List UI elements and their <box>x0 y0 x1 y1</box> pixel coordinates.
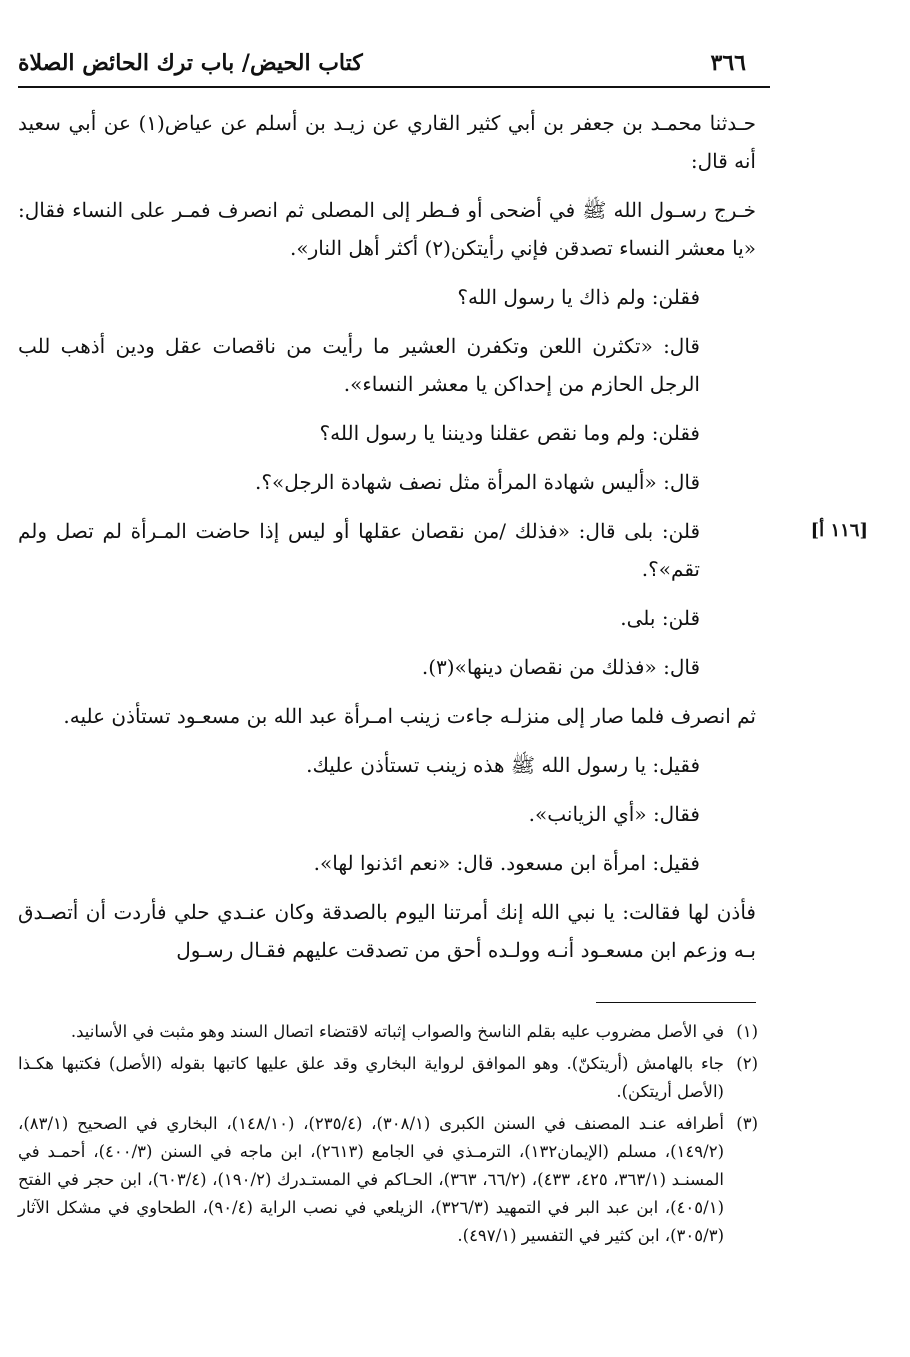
footnote-2 <box>18 1050 758 1106</box>
footnote-separator <box>596 1002 756 1003</box>
footnote-text: أطرافه عنـد المصنف في السنن الكبرى (٣٠٨/١)، (٢٣٥/٤)، (١٤٨/١٠)، البخاري في الصحيح (٨٣/١)، (١٤٩/٢)، مسلم (الإيمان١٣٢)، الترمـذي في الجامع (٢٦١٣)، ابن ماجه في السنن (٤٠٠/٣)، أحمـد في المسنـد (٣٦٣/١، ٤٢٥، ٤٣٣)، (٦٦/٢، ٣٦٣)، الحـاكم في المستـدرك (١٩٠/٢)، (٦٠٣/٤)، ابن حجر في الفتح (٤٠٥/١)، ابن عبد البر في التمهيد (٣٢٦/٣)، الزيلعي في نصب الراية (٩٠/٤)، الطحاوي في مشكل الآثار (٣٠٥/٣)، ابن كثير في التفسير (٤٩٧/١). <box>18 1114 725 1245</box>
footnote-number: (٢) <box>736 1054 758 1073</box>
main-text <box>18 104 756 980</box>
footnote-number: (١) <box>736 1022 758 1041</box>
paragraph: قال: «أليس شهادة المرأة مثل نصف شهادة الرجل»؟. <box>255 470 700 494</box>
paragraph: فأذن لها فقالت: يا نبي الله إنك أمرتنا اليوم بالصدقة وكان عنـدي حلي فأردت أن أتصـدق بـه وزعم ابن مسعـود أنـه وولـده أحق من تصدقت عليهم فقـال رسـول <box>18 900 756 962</box>
paragraph-isnad: حـدثنا محمـد بن جعفر بن أبي كثير القاري عن زيـد بن أسلم عن عياض(١) عن أبي سعيد أنه قال: <box>18 111 756 173</box>
header-rule <box>18 86 770 88</box>
paragraph: فقال: «أي الزيانب». <box>528 802 700 826</box>
running-head <box>18 44 756 84</box>
margin-folio-note: [١١٦ أ] <box>810 520 868 541</box>
paragraph: قال: «فذلك من نقصان دينها»(٣). <box>421 655 700 679</box>
paragraph: قلن: بلى قال: «فذلك /من نقصان عقلها أو ليس إذا حاضت المـرأة لم تصل ولم تقم»؟. <box>18 519 700 581</box>
running-title: كتاب الحيض/ باب ترك الحائض الصلاة <box>18 50 363 76</box>
paragraph: فقيل: يا رسول الله ﷺ هذه زينب تستأذن عليك. <box>306 753 700 777</box>
footnote-1 <box>18 1018 758 1046</box>
paragraph: ثم انصرف فلما صار إلى منزلـه جاءت زينب امـرأة عبد الله بن مسعـود تستأذن عليه. <box>63 704 756 728</box>
footnote-3 <box>18 1110 758 1250</box>
paragraph: فقلن: ولم وما نقص عقلنا وديننا يا رسول الله؟ <box>319 421 700 445</box>
footnotes <box>18 1018 758 1254</box>
paragraph: قلن: بلى. <box>620 606 700 630</box>
page-number: ٣٦٦ <box>710 50 746 76</box>
footnote-number: (٣) <box>736 1114 758 1133</box>
paragraph: قال: «تكثرن اللعن وتكفرن العشير ما رأيت من ناقصات عقل ودين أذهب للب الرجل الحازم من إحداكن يا معشر النساء». <box>18 334 700 396</box>
footnote-text: جاء بالهامش (أريتكنّ). وهو الموافق لرواية البخاري وقد علق عليها كاتبها بقوله (الأصل) فكتبها هكـذا (الأصل أريتكن). <box>18 1054 724 1101</box>
footnote-text: في الأصل مضروب عليه بقلم الناسخ والصواب إثباته لاقتضاء اتصال السند وهو مثبت في الأسانيد. <box>70 1022 724 1041</box>
paragraph: خـرج رسـول الله ﷺ في أضحى أو فـطر إلى المصلى ثم انصرف فمـر على النساء فقال: «يا معشر النساء تصدقن فإني رأيتكن(٢) أكثر أهل النار». <box>18 198 756 260</box>
paragraph: فقلن: ولم ذاك يا رسول الله؟ <box>457 285 700 309</box>
paragraph: فقيل: امرأة ابن مسعود. قال: «نعم ائذنوا لها». <box>313 851 700 875</box>
